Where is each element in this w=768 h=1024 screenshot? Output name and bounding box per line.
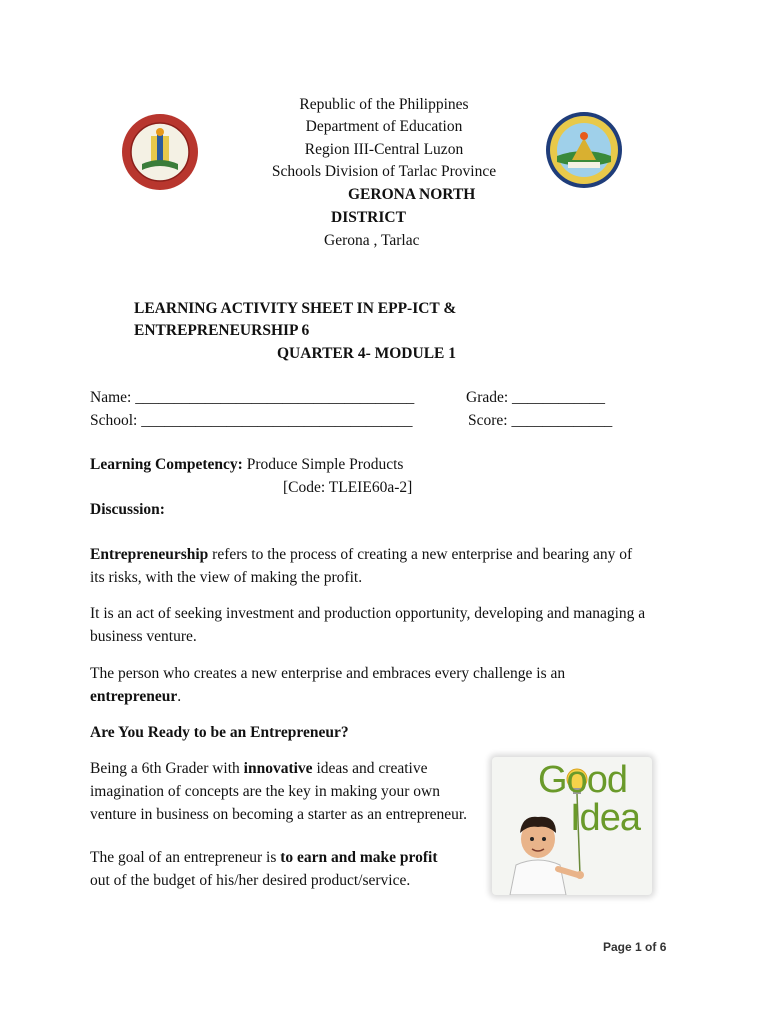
header-district-b: DISTRICT bbox=[331, 209, 406, 226]
school-field[interactable]: School: ___________________________________ bbox=[90, 412, 413, 429]
term-innovative: innovative bbox=[243, 760, 313, 777]
ready-paragraph-1 bbox=[90, 757, 475, 826]
term-entrepreneurship: Entrepreneurship bbox=[90, 546, 209, 563]
header-line-deped: Department of Education bbox=[305, 118, 463, 135]
discussion-paragraph-3 bbox=[90, 662, 645, 708]
title-line-2: ENTREPRENEURSHIP 6 bbox=[134, 322, 310, 339]
header-line-region: Region III-Central Luzon bbox=[304, 141, 464, 158]
title-line-1: LEARNING ACTIVITY SHEET IN EPP-ICT & bbox=[134, 300, 457, 317]
competency-label: Learning Competency: bbox=[90, 456, 243, 473]
title-line-3: QUARTER 4- MODULE 1 bbox=[277, 345, 456, 362]
ready-p2-start: The goal of an entrepreneur is bbox=[90, 849, 281, 866]
page-total: 6 bbox=[659, 940, 667, 954]
term-earn-profit: to earn and make profit bbox=[280, 849, 438, 866]
page-current: 1 bbox=[635, 940, 642, 954]
good-idea-illustration bbox=[492, 757, 652, 895]
grade-field[interactable]: Grade: ____________ bbox=[466, 389, 606, 406]
page-label: Page bbox=[603, 940, 636, 954]
discussion-p1-text: refers to the process of creating a new enterprise and bearing any of its risks, with the view of making the profit. bbox=[90, 546, 633, 586]
header-location: Gerona , Tarlac bbox=[324, 232, 420, 249]
competency-value: Produce Simple Products bbox=[242, 456, 404, 473]
score-field[interactable]: Score: _____________ bbox=[468, 412, 613, 429]
discussion-paragraph-2: It is an act of seeking investment and production opportunity, developing and managing a business venture. bbox=[90, 605, 646, 645]
good-idea-word-good: Good bbox=[538, 759, 627, 801]
header-line-division: Schools Division of Tarlac Province bbox=[271, 163, 497, 180]
discussion-paragraph-1 bbox=[90, 543, 650, 589]
competency-line bbox=[90, 454, 403, 476]
ready-paragraph-2 bbox=[90, 846, 450, 892]
name-field[interactable]: Name: ____________________________________ bbox=[90, 389, 415, 406]
ready-p1-start: Being a 6th Grader with bbox=[90, 760, 244, 777]
ready-p2-rest: out of the budget of his/her desired product/service. bbox=[90, 872, 411, 889]
discussion-p3-end: . bbox=[177, 688, 182, 705]
good-idea-word-idea: Idea bbox=[570, 797, 640, 839]
ready-p1-rest: ideas and creative imagination of concepts are the key in making your own venture in business on becoming a starter as an entrepreneur. bbox=[90, 760, 468, 823]
ready-heading: Are You Ready to be an Entrepreneur? bbox=[90, 724, 349, 741]
page-of-label: of bbox=[641, 940, 660, 954]
header-line-republic: Republic of the Philippines bbox=[299, 96, 469, 113]
discussion-heading: Discussion: bbox=[90, 501, 165, 518]
discussion-p3-start: The person who creates a new enterprise and embraces every challenge is an bbox=[90, 665, 566, 682]
header-district-a: GERONA NORTH bbox=[348, 186, 476, 203]
page-number bbox=[603, 940, 666, 954]
term-entrepreneur: entrepreneur bbox=[90, 688, 178, 705]
competency-code: [Code: TLEIE60a-2] bbox=[283, 479, 413, 496]
